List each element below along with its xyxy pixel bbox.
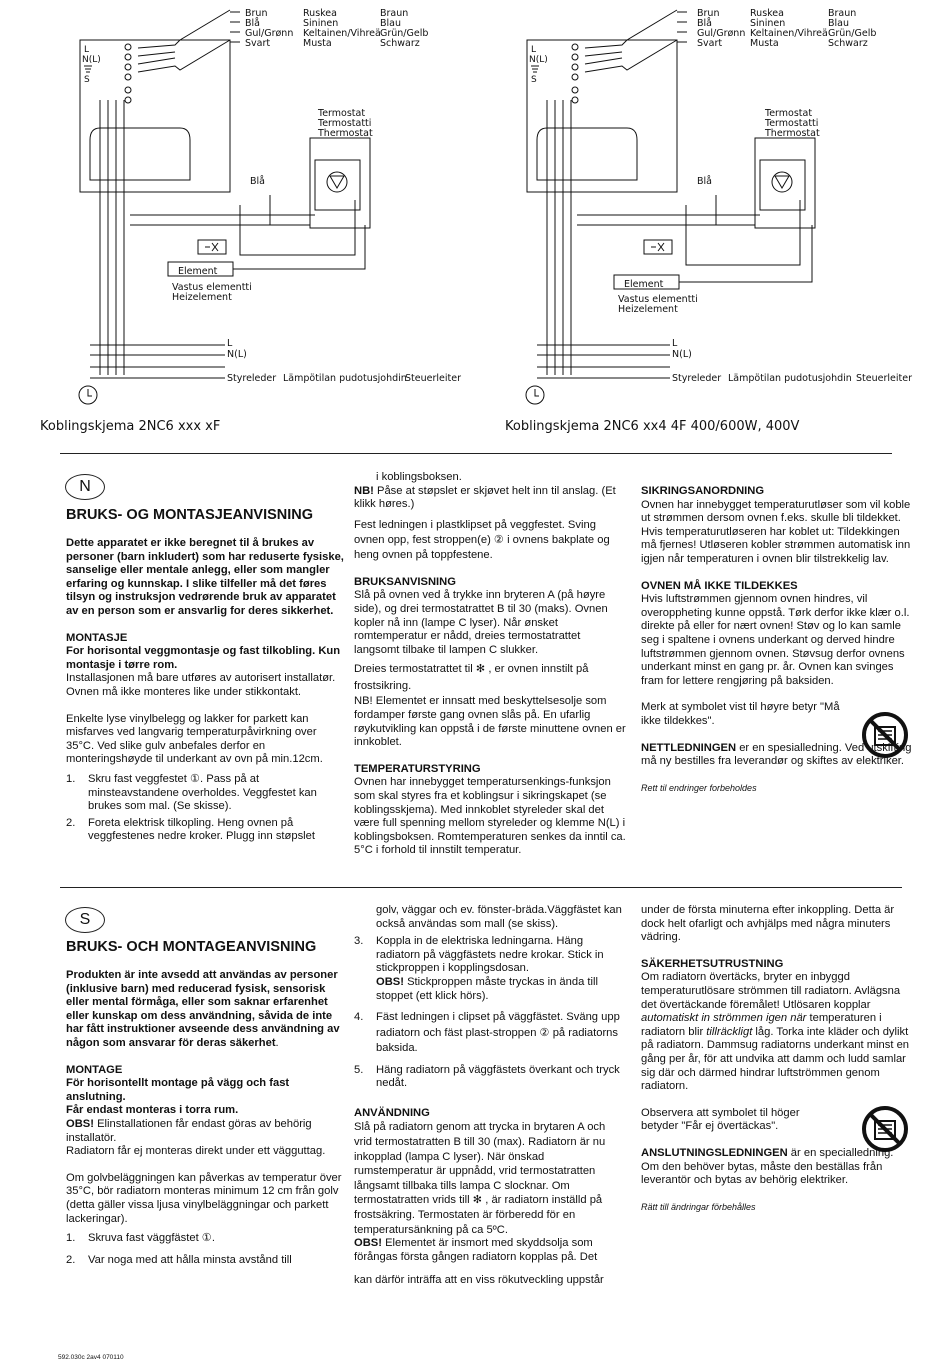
swedish-col-3: under de första minuterna efter inkoppling. Detta är dock helt ofarligt och avhjälps med några minuters vädring. SÄKERHETSUTRUSTNING Om radiatorn övertäcks, bryter en inbyggd temperaturutlösare strömmen till radiatorn. Avlägsna det övertäckande föremålet! Utlösaren kopplar automatiskt in strömmen igen när temperaturen i radiatorn blir tillräckligt låg. Torka inte kläder och dylikt på radiatorn. Dammsug radiatorns underkant minst en gång per år, för att undvika att damm och ludd samlar sig där och därmed hindrar luftströmmen genom radiatorn. Observera att symbolet til höger betyder "Får ej övertäckas". ANSLUTNINGSLEDNINGEN är en specialledning. Om den behöver bytas, måste den beställas från leverantör och bytas av behörig elektriker. Rätt till ändringar förbehålles [641, 904, 913, 1214]
svg-text:Keltainen/Vihreä: Keltainen/Vihreä [750, 28, 828, 39]
svg-text:L: L [531, 45, 537, 55]
right-diagram-caption: Koblingskjema 2NC6 xx4 4F 400/600W, 400V [505, 419, 800, 434]
junction-box [80, 40, 230, 192]
norwegian-title: BRUKS- OG MONTASJEANVISNING [66, 507, 314, 523]
svg-text:Steuerleiter: Steuerleiter [405, 373, 461, 384]
svg-text:Termostat: Termostat [765, 108, 813, 119]
footer-code: 592.030c 2av4 070110 [58, 1354, 124, 1361]
swedish-warning: Produkten är inte avsedd att användas av personer (inklusive barn) med reducerad fysisk, sensorisk eller mental förmåga, eller som saknar erfarenhet eller kunskap om dess användning, såvida de inte har fått instruktioner avseende dess användning av någon som ansvarar för deras säkerhet [66, 969, 340, 1049]
lang-badge-s: S [65, 907, 105, 933]
svg-text:L: L [227, 338, 233, 349]
svg-text:Vastus elementti: Vastus elementti [172, 282, 252, 293]
list-item: 2. Var noga med att hålla minsta avstånd till [66, 1253, 292, 1266]
svg-text:Keltainen/Vihreä: Keltainen/Vihreä [303, 28, 381, 39]
montasje-text: Installasjonen må bare utføres av autorisert installatør. Ovnen må ikke monteres like under stikkontakt. [66, 672, 336, 698]
svg-text:Grün/Gelb: Grün/Gelb [380, 28, 429, 39]
svg-text:Styreleder: Styreleder [672, 373, 722, 384]
swedish-title: BRUKS- OCH MONTAGEANVISNING [66, 939, 317, 955]
norwegian-col-3: SIKRINGSANORDNING Ovnen har innebygget temperaturutløser som vil koble ut strømmen dersom ovnen f.eks. skulle bli tildekket. Hvis temperaturutløseren har koblet ut: Tildekkingen må fjernes! Utløseren kobler strømmen automatisk inn igjen når temperaturen i ovnen blir tilstrekkelig lav. OVNEN MÅ IKKE TILDEKKES Hvis luftstrømmen gjennom ovnen hindres, vil overoppheting kunne oppstå. Tørk derfor ikke klær o.l. direkte på eller for nært ovnen! Støv og lo kan samle seg i spaltene i ovnens underkant og derved hindre luftstrømmen gjennom ovnen. Støvsug derfor ovnens underkant minst en gang pr. år. Ovnen kan svinges fram for lettere rengjøring på baksiden. Merk at symbolet vist til høyre betyr "Må ikke tildekkes". NETTLEDNINGEN er en spesialledning. Ved utskifting må ny bestilles fra leverandør og skiftes av elektriker. Rett til endringer forbeholdes [641, 485, 913, 795]
svg-text:N(L): N(L) [82, 55, 101, 65]
svg-text:S: S [531, 75, 537, 85]
norwegian-warning: Dette apparatet er ikke beregnet til å brukes av personer (barn inkludert) som har reduserte fysiske, sanselige eller mentale anlegg, eller som mangler erfaring og kunnskap. I slike tilfeller må det føres tilsyn og instruksjon vedrørende bruk av apparatet av en person som er ansvarlig for deres sikkerhet. [66, 537, 344, 617]
svg-text:Thermostat: Thermostat [318, 128, 373, 139]
sak-heading: SÄKERHETSUTRUSTNING [641, 957, 784, 970]
ikke-heading: OVNEN MÅ IKKE TILDEKKES [641, 579, 798, 592]
no-cover-icon [861, 711, 909, 759]
sikring-heading: SIKRINGSANORDNING [641, 485, 765, 497]
anv-heading: ANVÄNDNING [354, 1106, 430, 1119]
rights-note: Rätt till ändringar förbehålles [641, 1201, 756, 1212]
montasje-bold: For horisontal veggmontasje og fast tilkobling. Kun montasje i tørre rom. [66, 645, 341, 671]
left-diagram [79, 10, 370, 404]
montage-heading: MONTAGE [66, 1063, 123, 1076]
temp-heading: TEMPERATURSTYRING [354, 762, 481, 775]
svg-text:Svart: Svart [245, 38, 271, 49]
swedish-col-2: golv, väggar och ev. fönster-bräda.Väggfästet kan också användas som mall (se skiss). 3. Koppla in de elektriska ledningarna. Häng radiatorn på väggfästets nedre krokar. Stick in stickproppen i kopplingsdosan. OBS! Stickproppen måste tryckas in ända till stoppet (ett klick hörs). 4. Fäst ledningen i clipset på väggfästet. Sväng upp radiatorn och fäst plast-stroppen ② på radiatorns baksida. 5. Häng radiatorn på väggfästets överkant och tryck nedåt. ANVÄNDNING Slå på radiatorn genom att trycka in brytaren A och vrid termostatratten B till 30 (max). Radiatorn är nu inkopplad (lampa C lyser). När önskad rumstemperatur är uppnådd, vrid termostatratten långsamt tillbaka tills lampa C slocknar. Om termostatratten vrids till ✻ , är radiatorn inställd på frostsäkring. Termostaten är förberedd för en temperatursänkning på ca 5ºC. OBS! Elementet är insmort med skyddsolja som förångas första gången radiatorn kopplas på. Det kan därför inträffa att en viss rökutveckling uppstår [354, 904, 626, 1288]
floor-text: Enkelte lyse vinylbelegg og lakker for parkett kan misfarves ved langvarig temperaturpåvirkning over 35°C. Ved slike gulv anbefales derfor en monteringshøyde til underkant av ovn på min.12cm. [66, 712, 323, 766]
lang-badge-n: N [65, 474, 105, 500]
svg-text:N(L): N(L) [672, 349, 692, 360]
svg-text:Lämpötilan pudotusjohdin: Lämpötilan pudotusjohdin [728, 373, 852, 384]
svg-text:Svart: Svart [697, 38, 723, 49]
list-item: 1. Skru fast veggfestet ①. Pass på at minsteavstandene overholdes. Veggfestet kan brukes som mal. (Se skisse). [66, 772, 317, 813]
bruk-heading: BRUKSANVISNING [354, 575, 456, 588]
svg-text:Brun: Brun [245, 8, 268, 19]
no-cover-icon [861, 1105, 909, 1153]
norwegian-col-1 [66, 506, 344, 847]
svg-text:Blå: Blå [245, 18, 260, 29]
svg-text:Termostat: Termostat [318, 108, 366, 119]
list-item: 5. Häng radiatorn på väggfästets överkant och tryck nedåt. [354, 1063, 620, 1090]
rights-note: Rett til endringer forbeholdes [641, 782, 757, 793]
svg-text:Braun: Braun [828, 8, 857, 19]
left-diagram-caption: Koblingskjema 2NC6 xxx xF [40, 419, 221, 434]
svg-text:Heizelement: Heizelement [618, 304, 678, 315]
svg-text:Musta: Musta [303, 38, 332, 49]
svg-text:Element: Element [624, 279, 664, 290]
svg-text:Blå: Blå [250, 176, 265, 187]
list-item: 4. Fäst ledningen i clipset på väggfästet. Sväng upp radiatorn och fäst plast-stroppen ② på radiatorns baksida. [354, 1011, 620, 1055]
svg-text:Blau: Blau [828, 18, 849, 29]
svg-text:Blau: Blau [380, 18, 401, 29]
svg-text:Element: Element [178, 266, 218, 277]
svg-text:S: S [84, 75, 90, 85]
svg-text:Brun: Brun [697, 8, 720, 19]
svg-text:Grün/Gelb: Grün/Gelb [828, 28, 877, 39]
top-divider [60, 453, 892, 454]
list-item: 3. Koppla in de elektriska ledningarna. Häng radiatorn på väggfästets nedre krokar. Stick in stickproppen i kopplingsdosan. OBS! Stickproppen måste tryckas in ända till stoppet (ett klick hörs). [354, 935, 604, 1002]
svg-text:Sininen: Sininen [750, 18, 786, 29]
middle-divider [60, 887, 902, 888]
list-item: 1. Skruva fast väggfästet ①. [66, 1232, 215, 1245]
svg-text:Thermostat: Thermostat [765, 128, 820, 139]
svg-text:Heizelement: Heizelement [172, 292, 232, 303]
svg-text:Musta: Musta [750, 38, 779, 49]
svg-text:Sininen: Sininen [303, 18, 339, 29]
svg-text:Gul/Grønn: Gul/Grønn [245, 28, 294, 39]
norwegian-col-2: i koblingsboksen. NB! Påse at støpslet er skjøvet helt inn til anslag. (Et klikk høres.) Fest ledningen i plastklipset på veggfestet. Sving ovnen opp, fest stroppen(e) ② i ovnens bakplate og heng ovnen på toppfestene. BRUKSANVISNING Slå på ovnen ved å trykke inn bryteren A (på høyre side), og drei termostatrattet B til 30 (maks). Ovnen kopler nå inn (lampe C lyser). Når ønsket romtemperatur er nådd, dreies termostatrattet langsomt tilbake til lampen C slukker. Dreies termostatrattet til ✻ , er ovnen innstilt på frostsikring. NB! Elementet er innsatt med beskyttelsesolje som fordamper første gang ovnen slås på. En ufarlig røykutvikling kan oppstå i de første minuttene ovnen er innkoblet. TEMPERATURSTYRING Ovnen har innebygget temperatursenkings-funksjon som skal styres fra et koblingsur i sikringskapet (se koblingsskjema). Med innkoblet styreleder skal det være full spenning mellom styreleder og klemme N(L) i koblingsboksen. Romtemperaturen senkes da inntil ca. 5°C i forhold til innstilt temperatur. [354, 471, 626, 857]
svg-text:Schwarz: Schwarz [828, 38, 868, 49]
svg-text:L: L [672, 338, 678, 349]
svg-text:N(L): N(L) [529, 55, 548, 65]
svg-text:Termostatti: Termostatti [765, 118, 819, 129]
svg-text:Blå: Blå [697, 176, 712, 187]
svg-text:Lämpötilan pudotusjohdin: Lämpötilan pudotusjohdin [283, 373, 407, 384]
svg-text:Styreleder: Styreleder [227, 373, 277, 384]
svg-text:Ruskea: Ruskea [303, 8, 337, 19]
svg-text:Vastus elementti: Vastus elementti [618, 294, 698, 305]
list-item: 2. Foreta elektrisk tilkopling. Heng ovnen på veggfestenes nedre kroker. Plugg inn støpslet [66, 816, 315, 843]
swedish-col-1: BRUKS- OCH MONTAGEANVISNING Produkten är inte avsedd att användas av personer (inklusive barn) med reducerad fysisk, sensorisk eller mental förmåga, eller som saknar erfarenhet eller kunskap om dess användning, såvida de inte har fått instruktioner avseende dess användning av någon som ansvarar för deras säkerhet. MONTAGE För horisontellt montage på vägg och fast anslutning. Får endast monteras i torra rum. OBS! Elinstallationen får endast göras av behörig installatör. Radiatorn får ej monteras direkt under ett vägguttag. Om golvbeläggningen kan påverkas av temperatur över 35°C, bör radiatorn monteras minimum 12 cm från golv (detta gäller vissa ljusa vinylbeläggningar och parkett lackeringar). 1. Skruva fast väggfästet ①. 2. Var noga med att hålla minsta avstånd till [66, 938, 344, 1270]
svg-text:Blå: Blå [697, 18, 712, 29]
svg-text:N(L): N(L) [227, 349, 247, 360]
svg-text:Braun: Braun [380, 8, 409, 19]
svg-text:Gul/Grønn: Gul/Grønn [697, 28, 746, 39]
svg-text:Schwarz: Schwarz [380, 38, 420, 49]
svg-text:L: L [84, 45, 90, 55]
wiring-diagrams [0, 0, 950, 445]
svg-text:Termostatti: Termostatti [318, 118, 372, 129]
svg-text:Steuerleiter: Steuerleiter [856, 373, 912, 384]
right-diagram [526, 10, 815, 404]
montasje-heading: MONTASJE [66, 631, 128, 644]
svg-text:Ruskea: Ruskea [750, 8, 784, 19]
